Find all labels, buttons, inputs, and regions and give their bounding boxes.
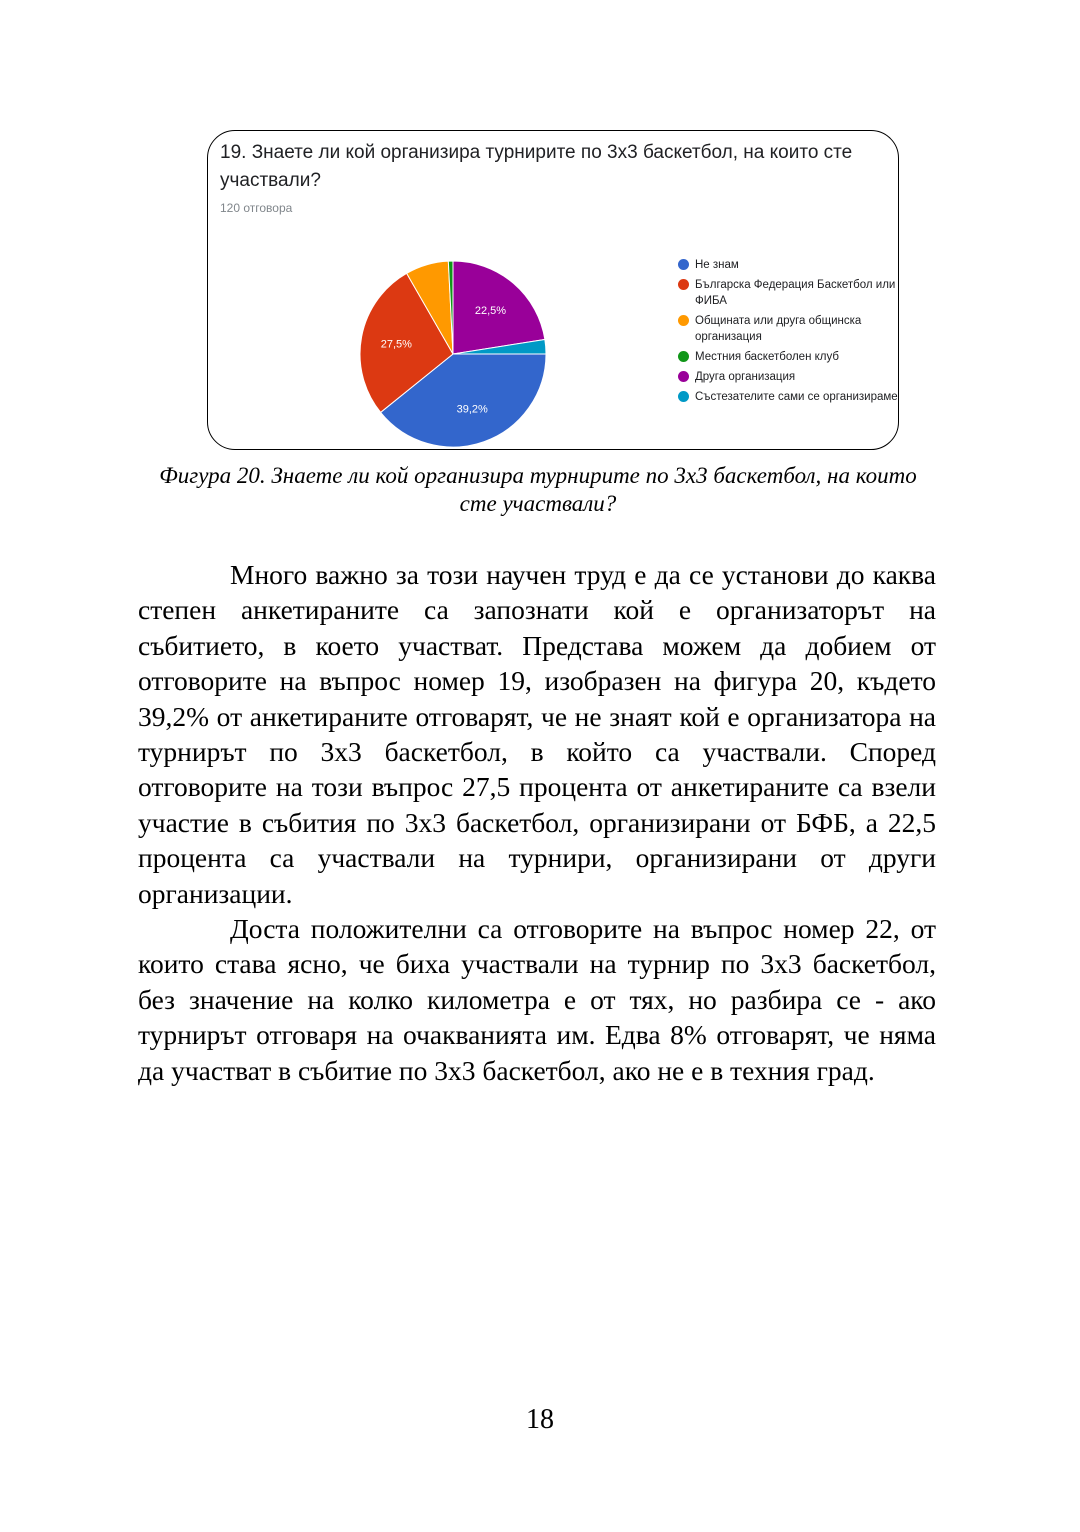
body-text: [138, 557, 936, 1088]
chart-question-title: 19. Знаете ли кой организира турнирите по 3х3 баскетбол, на които сте участвали?: [220, 142, 853, 191]
legend-label: Местния баскетболен клуб: [695, 351, 839, 363]
legend-item: [678, 349, 898, 365]
pie-chart: [348, 249, 558, 459]
legend-label: Не знам: [695, 259, 739, 271]
pie-slice-label-5: 22,5%: [474, 305, 507, 318]
legend-item: [678, 257, 898, 273]
pie-slice-label-1: 39,2%: [456, 403, 488, 416]
paragraph-1: Много важно за този научен труд е да се установи до каква степен анкетираните са запознати кой е организаторът на събитието, в което участват. Представа можем да добием от отговорите на въпрос номер 19, изобразен на фигура 20, където 39,2% от анкетираните отговарят, че не знаят кой е организатора на турнирът по 3х3 баскетбол, в който са участвали. Според отговорите на този въпрос 27,5 процента от анкетираните са взели участие в събития по 3х3 баскетбол, организирани от БФБ, а 22,5 процента са участвали на турнири, организирани от други организации.: [138, 559, 936, 909]
legend-swatch: [678, 351, 689, 362]
legend-label: Състезателите сами се организираме: [695, 391, 898, 403]
paragraph-2: Доста положителни са отговорите на въпрос номер 22, от които става ясно, че биха участвали на турнир по 3х3 баскетбол, без значение на колко километра е от тях, но разбира се - ако турнирът отговаря на очакванията им. Едва 8% отговарят, че няма да участват в събитие по 3х3 баскетбол, ако не е в техния град.: [138, 913, 936, 1086]
legend-item: [678, 277, 898, 309]
legend-swatch: [678, 391, 689, 402]
pie-slice-label-2: 27,5%: [380, 338, 412, 351]
legend-label: Общината или друга общинска организация: [695, 315, 862, 343]
legend-item: [678, 389, 898, 405]
legend-swatch: [678, 315, 689, 326]
legend-item: [678, 369, 898, 385]
legend-swatch: [678, 279, 689, 290]
chart-legend: [678, 257, 898, 409]
legend-swatch: [678, 259, 689, 270]
page-number: 18: [526, 1404, 554, 1435]
legend-swatch: [678, 371, 689, 382]
legend-label: Българска Федерация Баскетбол или ФИБА: [695, 279, 896, 307]
legend-item: [678, 313, 898, 345]
legend-label: Друга организация: [695, 371, 796, 383]
figure-caption: Фигура 20. Знаете ли кой организира турнирите по 3х3 баскетбол, на които сте участвали?: [159, 463, 917, 516]
survey-chart-card: [207, 130, 899, 450]
response-count: 120 отговора: [220, 201, 293, 215]
